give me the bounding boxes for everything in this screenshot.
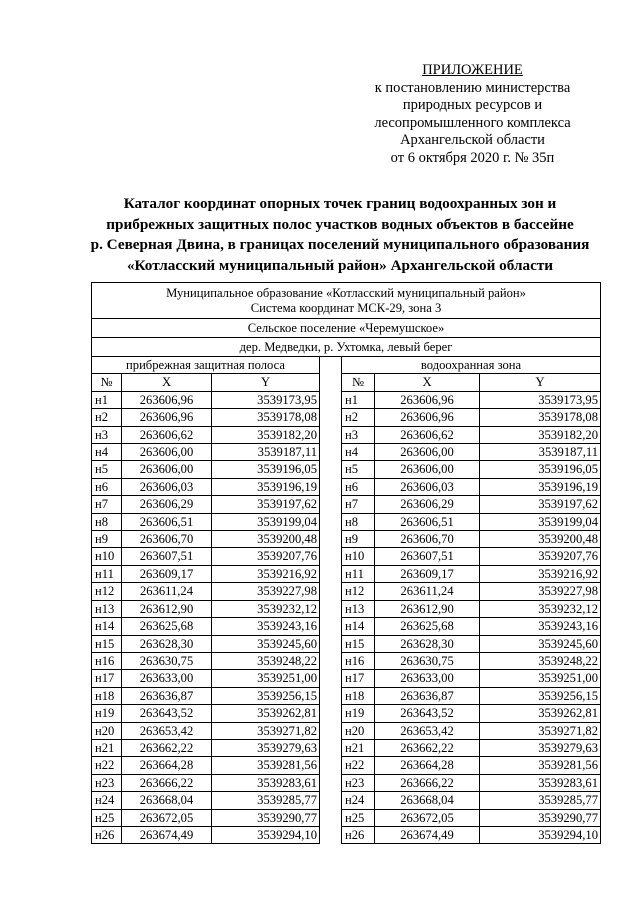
point-number: н26	[342, 826, 375, 843]
column-gap	[320, 774, 342, 791]
title-line: Каталог координат опорных точек границ водоохранных зон и	[123, 195, 557, 212]
column-gap	[320, 652, 342, 669]
y-coordinate: 3539232,12	[212, 600, 320, 617]
settlement-name: Сельское поселение «Черемушское»	[92, 319, 601, 338]
column-gap	[320, 687, 342, 704]
column-header-x: X	[122, 374, 212, 391]
y-coordinate: 3539216,92	[480, 565, 601, 582]
point-number: н1	[342, 391, 375, 408]
point-number: н15	[92, 635, 122, 652]
point-number: н24	[342, 792, 375, 809]
table-row	[92, 444, 601, 461]
y-coordinate: 3539271,82	[212, 722, 320, 739]
y-coordinate: 3539245,60	[480, 635, 601, 652]
table-row	[92, 774, 601, 791]
x-coordinate: 263625,68	[122, 618, 212, 635]
x-coordinate: 263609,17	[375, 565, 480, 582]
point-number: н21	[92, 739, 122, 756]
column-gap	[320, 426, 342, 443]
x-coordinate: 263630,75	[375, 652, 480, 669]
column-gap	[320, 444, 342, 461]
appendix-line: от 6 октября 2020 г. № 35п	[390, 149, 555, 166]
x-coordinate: 263633,00	[122, 670, 212, 687]
column-header-number: №	[342, 374, 375, 391]
x-coordinate: 263653,42	[375, 722, 480, 739]
x-coordinate: 263607,51	[122, 548, 212, 565]
y-coordinate: 3539271,82	[480, 722, 601, 739]
y-coordinate: 3539178,08	[480, 409, 601, 426]
column-gap	[320, 792, 342, 809]
y-coordinate: 3539199,04	[212, 513, 320, 530]
table-row	[92, 687, 601, 704]
y-coordinate: 3539283,61	[480, 774, 601, 791]
coordinates-table	[91, 282, 601, 844]
point-number: н20	[92, 722, 122, 739]
x-coordinate: 263625,68	[375, 618, 480, 635]
y-coordinate: 3539200,48	[480, 531, 601, 548]
table-row	[92, 583, 601, 600]
y-coordinate: 3539248,22	[480, 652, 601, 669]
point-number: н22	[92, 757, 122, 774]
column-gap	[320, 391, 342, 408]
point-number: н22	[342, 757, 375, 774]
column-gap	[320, 565, 342, 582]
x-coordinate: 263606,29	[375, 496, 480, 513]
x-coordinate: 263606,51	[375, 513, 480, 530]
x-coordinate: 263643,52	[375, 705, 480, 722]
appendix-line: лесопромышленного комплекса	[374, 114, 571, 131]
x-coordinate: 263653,42	[122, 722, 212, 739]
point-number: н2	[342, 409, 375, 426]
point-number: н17	[342, 670, 375, 687]
table-row	[92, 513, 601, 530]
point-number: н18	[92, 687, 122, 704]
table-row	[92, 792, 601, 809]
table-row	[92, 618, 601, 635]
y-coordinate: 3539285,77	[480, 792, 601, 809]
point-number: н23	[342, 774, 375, 791]
x-coordinate: 263672,05	[375, 809, 480, 826]
y-coordinate: 3539294,10	[212, 826, 320, 843]
y-coordinate: 3539196,05	[480, 461, 601, 478]
x-coordinate: 263612,90	[122, 600, 212, 617]
x-coordinate: 263668,04	[122, 792, 212, 809]
column-gap	[320, 513, 342, 530]
column-gap	[320, 357, 342, 374]
location-name: дер. Медведки, р. Ухтомка, левый берег	[92, 338, 601, 357]
y-coordinate: 3539290,77	[212, 809, 320, 826]
x-coordinate: 263606,62	[122, 426, 212, 443]
x-coordinate: 263662,22	[375, 739, 480, 756]
y-coordinate: 3539196,05	[212, 461, 320, 478]
point-number: н13	[342, 600, 375, 617]
column-gap	[320, 757, 342, 774]
x-coordinate: 263612,90	[375, 600, 480, 617]
point-number: н8	[92, 513, 122, 530]
table-row	[92, 757, 601, 774]
table-row	[92, 670, 601, 687]
document-title	[80, 194, 600, 276]
y-coordinate: 3539262,81	[212, 705, 320, 722]
table-row	[92, 565, 601, 582]
column-gap	[320, 618, 342, 635]
x-coordinate: 263668,04	[375, 792, 480, 809]
y-coordinate: 3539197,62	[480, 496, 601, 513]
column-gap	[320, 670, 342, 687]
table-row	[92, 652, 601, 669]
column-header-y: Y	[480, 374, 601, 391]
column-gap	[320, 600, 342, 617]
point-number: н19	[342, 705, 375, 722]
y-coordinate: 3539262,81	[480, 705, 601, 722]
title-line: р. Северная Двина, в границах поселений муниципального образования	[90, 236, 590, 253]
y-coordinate: 3539182,20	[480, 426, 601, 443]
y-coordinate: 3539196,19	[212, 478, 320, 495]
x-coordinate: 263606,96	[375, 409, 480, 426]
x-coordinate: 263606,51	[122, 513, 212, 530]
table-header	[92, 283, 601, 319]
x-coordinate: 263633,00	[375, 670, 480, 687]
column-gap	[320, 826, 342, 843]
point-number: н24	[92, 792, 122, 809]
x-coordinate: 263606,03	[375, 478, 480, 495]
table-row	[92, 478, 601, 495]
column-gap	[320, 409, 342, 426]
x-coordinate: 263606,00	[122, 461, 212, 478]
y-coordinate: 3539245,60	[212, 635, 320, 652]
table-row	[92, 722, 601, 739]
y-coordinate: 3539285,77	[212, 792, 320, 809]
point-number: н23	[92, 774, 122, 791]
point-number: н3	[342, 426, 375, 443]
point-number: н7	[92, 496, 122, 513]
appendix-line: Архангельской области	[400, 132, 545, 149]
x-coordinate: 263664,28	[375, 757, 480, 774]
x-coordinate: 263606,00	[375, 444, 480, 461]
y-coordinate: 3539283,61	[212, 774, 320, 791]
y-coordinate: 3539251,00	[212, 670, 320, 687]
x-coordinate: 263628,30	[122, 635, 212, 652]
point-number: н16	[342, 652, 375, 669]
table-row	[92, 496, 601, 513]
point-number: н17	[92, 670, 122, 687]
x-coordinate: 263636,87	[122, 687, 212, 704]
x-coordinate: 263611,24	[122, 583, 212, 600]
y-coordinate: 3539178,08	[212, 409, 320, 426]
point-number: н4	[92, 444, 122, 461]
title-line: прибрежных защитных полос участков водных объектов в бассейне	[106, 215, 574, 233]
table-row	[92, 409, 601, 426]
point-number: н3	[92, 426, 122, 443]
y-coordinate: 3539290,77	[480, 809, 601, 826]
table-row	[92, 635, 601, 652]
appendix-heading: ПРИЛОЖЕНИЕ	[422, 62, 523, 78]
point-number: н1	[92, 391, 122, 408]
x-coordinate: 263606,96	[122, 409, 212, 426]
x-coordinate: 263666,22	[122, 774, 212, 791]
x-coordinate: 263674,49	[122, 826, 212, 843]
y-coordinate: 3539248,22	[212, 652, 320, 669]
y-coordinate: 3539197,62	[212, 496, 320, 513]
point-number: н2	[92, 409, 122, 426]
table-row	[92, 826, 601, 843]
table-row	[92, 531, 601, 548]
y-coordinate: 3539251,00	[480, 670, 601, 687]
column-gap	[320, 531, 342, 548]
table-row	[92, 809, 601, 826]
point-number: н15	[342, 635, 375, 652]
x-coordinate: 263674,49	[375, 826, 480, 843]
y-coordinate: 3539232,12	[480, 600, 601, 617]
point-number: н6	[342, 478, 375, 495]
point-number: н16	[92, 652, 122, 669]
y-coordinate: 3539187,11	[480, 444, 601, 461]
point-number: н11	[92, 565, 122, 582]
x-coordinate: 263662,22	[122, 739, 212, 756]
left-zone-label: прибрежная защитная полоса	[92, 357, 320, 374]
table-row	[92, 391, 601, 408]
y-coordinate: 3539279,63	[212, 739, 320, 756]
y-coordinate: 3539243,16	[212, 618, 320, 635]
appendix-line: природных ресурсов и	[402, 97, 543, 114]
point-number: н25	[92, 809, 122, 826]
column-gap	[320, 496, 342, 513]
x-coordinate: 263611,24	[375, 583, 480, 600]
table-row	[92, 426, 601, 443]
point-number: н8	[342, 513, 375, 530]
y-coordinate: 3539281,56	[480, 757, 601, 774]
point-number: н4	[342, 444, 375, 461]
x-coordinate: 263628,30	[375, 635, 480, 652]
point-number: н13	[92, 600, 122, 617]
x-coordinate: 263609,17	[122, 565, 212, 582]
y-coordinate: 3539199,04	[480, 513, 601, 530]
column-gap	[320, 478, 342, 495]
x-coordinate: 263666,22	[375, 774, 480, 791]
x-coordinate: 263606,96	[122, 391, 212, 408]
column-gap	[320, 583, 342, 600]
x-coordinate: 263606,96	[375, 391, 480, 408]
y-coordinate: 3539196,19	[480, 478, 601, 495]
y-coordinate: 3539216,92	[212, 565, 320, 582]
y-coordinate: 3539207,76	[480, 548, 601, 565]
point-number: н26	[92, 826, 122, 843]
y-coordinate: 3539256,15	[480, 687, 601, 704]
y-coordinate: 3539227,98	[212, 583, 320, 600]
x-coordinate: 263606,70	[122, 531, 212, 548]
point-number: н9	[342, 531, 375, 548]
x-coordinate: 263606,62	[375, 426, 480, 443]
x-coordinate: 263606,70	[375, 531, 480, 548]
title-line: «Котласский муниципальный район» Архангельской области	[126, 256, 554, 274]
table-row	[92, 461, 601, 478]
point-number: н10	[342, 548, 375, 565]
y-coordinate: 3539173,95	[212, 391, 320, 408]
y-coordinate: 3539243,16	[480, 618, 601, 635]
x-coordinate: 263607,51	[375, 548, 480, 565]
point-number: н19	[92, 705, 122, 722]
table-row	[92, 739, 601, 756]
column-gap	[320, 739, 342, 756]
y-coordinate: 3539256,15	[212, 687, 320, 704]
point-number: н12	[342, 583, 375, 600]
y-coordinate: 3539281,56	[212, 757, 320, 774]
point-number: н14	[342, 618, 375, 635]
point-number: н6	[92, 478, 122, 495]
column-gap	[320, 461, 342, 478]
x-coordinate: 263636,87	[375, 687, 480, 704]
point-number: н5	[342, 461, 375, 478]
y-coordinate: 3539279,63	[480, 739, 601, 756]
column-gap	[320, 809, 342, 826]
y-coordinate: 3539182,20	[212, 426, 320, 443]
point-number: н7	[342, 496, 375, 513]
point-number: н20	[342, 722, 375, 739]
column-header-number: №	[92, 374, 122, 391]
point-number: н10	[92, 548, 122, 565]
column-gap	[320, 705, 342, 722]
point-number: н12	[92, 583, 122, 600]
x-coordinate: 263672,05	[122, 809, 212, 826]
column-header-y: Y	[212, 374, 320, 391]
x-coordinate: 263664,28	[122, 757, 212, 774]
point-number: н9	[92, 531, 122, 548]
x-coordinate: 263643,52	[122, 705, 212, 722]
header-line: Муниципальное образование «Котласский муниципальный район»	[166, 285, 526, 300]
y-coordinate: 3539227,98	[480, 583, 601, 600]
y-coordinate: 3539187,11	[212, 444, 320, 461]
header-line: Система координат МСК-29, зона 3	[250, 300, 442, 315]
table-row	[92, 548, 601, 565]
x-coordinate: 263606,03	[122, 478, 212, 495]
y-coordinate: 3539173,95	[480, 391, 601, 408]
point-number: н5	[92, 461, 122, 478]
x-coordinate: 263606,00	[122, 444, 212, 461]
right-zone-label: водоохранная зона	[342, 357, 601, 374]
column-header-x: X	[375, 374, 480, 391]
column-gap	[320, 548, 342, 565]
y-coordinate: 3539207,76	[212, 548, 320, 565]
column-gap	[320, 722, 342, 739]
y-coordinate: 3539200,48	[212, 531, 320, 548]
point-number: н25	[342, 809, 375, 826]
table-row	[92, 705, 601, 722]
point-number: н11	[342, 565, 375, 582]
point-number: н14	[92, 618, 122, 635]
x-coordinate: 263630,75	[122, 652, 212, 669]
table-row	[92, 600, 601, 617]
x-coordinate: 263606,00	[375, 461, 480, 478]
appendix-block	[360, 62, 585, 168]
point-number: н21	[342, 739, 375, 756]
y-coordinate: 3539294,10	[480, 826, 601, 843]
x-coordinate: 263606,29	[122, 496, 212, 513]
column-gap	[320, 635, 342, 652]
appendix-line: к постановлению министерства	[374, 79, 571, 96]
column-gap	[320, 374, 342, 391]
point-number: н18	[342, 687, 375, 704]
